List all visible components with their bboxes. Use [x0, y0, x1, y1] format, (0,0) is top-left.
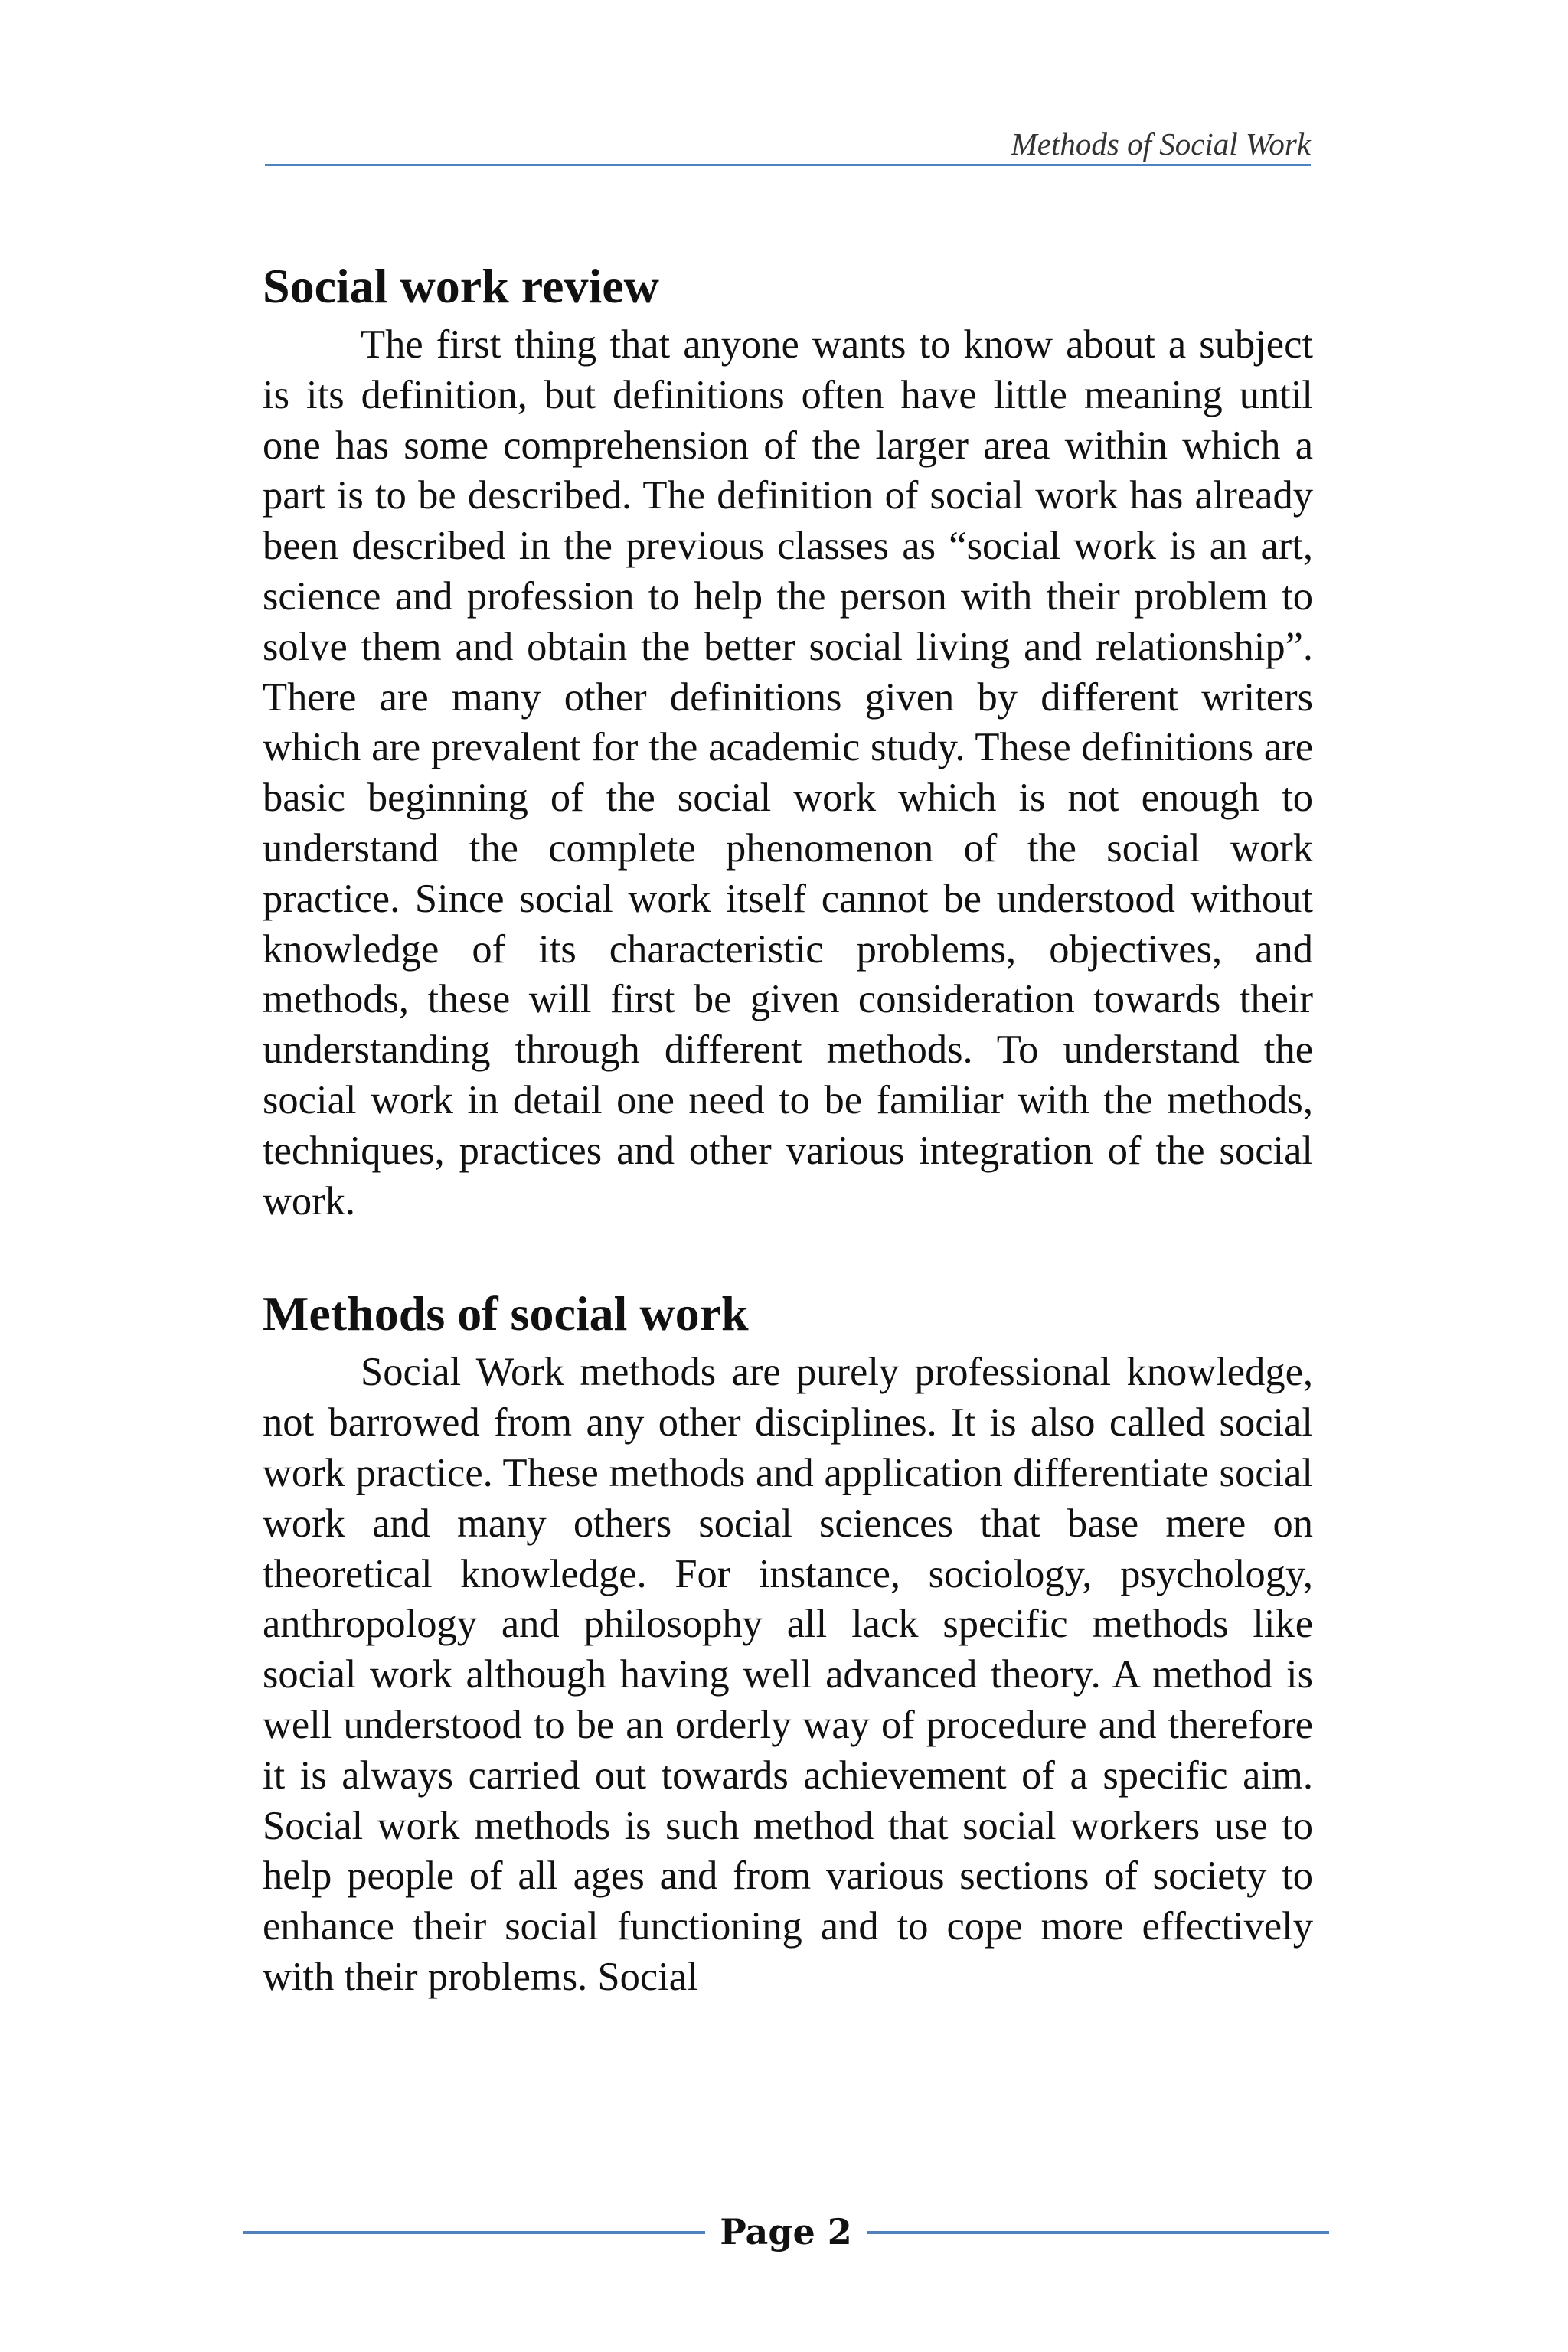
footer-divider-right — [867, 2231, 1329, 2234]
running-header: Methods of Social Work — [1011, 126, 1311, 162]
footer-divider-left — [243, 2231, 705, 2234]
section-spacer — [263, 1227, 1313, 1280]
page-content — [263, 253, 1313, 2003]
page-number: Page 2 — [720, 2211, 852, 2252]
paragraph-social-work-review: The first thing that anyone wants to know about a subject is its definition, but definitions often have little meaning until one has some comprehension of the larger area within which a part is to be described. The definition of social work has already been described in the previous classes as “social work is an art, science and profession to help the person with their problem to solve them and obtain the better social living and relationship”. There are many other definitions given by different writers which are prevalent for the academic study. These definitions are basic beginning of the social work which is not enough to understand the complete phenomenon of the social work practice. Since social work itself cannot be understood without knowledge of its characteristic problems, objectives, and methods, these will first be given consideration towards their understanding through different methods. To understand the social work in detail one need to be familiar with the methods, techniques, practices and other various integration of the social work. — [263, 322, 1313, 1223]
header-divider — [265, 164, 1311, 166]
section-heading-methods-of-social-work: Methods of social work — [263, 1286, 749, 1341]
section-heading-social-work-review: Social work review — [263, 259, 659, 313]
paragraph-methods-of-social-work: Social Work methods are purely professional knowledge, not barrowed from any other disciplines. It is also called social work practice. These methods and application differentiate social work and many others social sciences that base mere on theoretical knowledge. For instance, sociology, psychology, anthropology and philosophy all lack specific methods like social work although having well advanced theory. A method is well understood to be an orderly way of procedure and therefore it is always carried out towards achievement of a specific aim. Social work methods is such method that social workers use to help people of all ages and from various sections of society to enhance their social functioning and to cope more effectively with their problems. Social — [263, 1350, 1313, 1999]
